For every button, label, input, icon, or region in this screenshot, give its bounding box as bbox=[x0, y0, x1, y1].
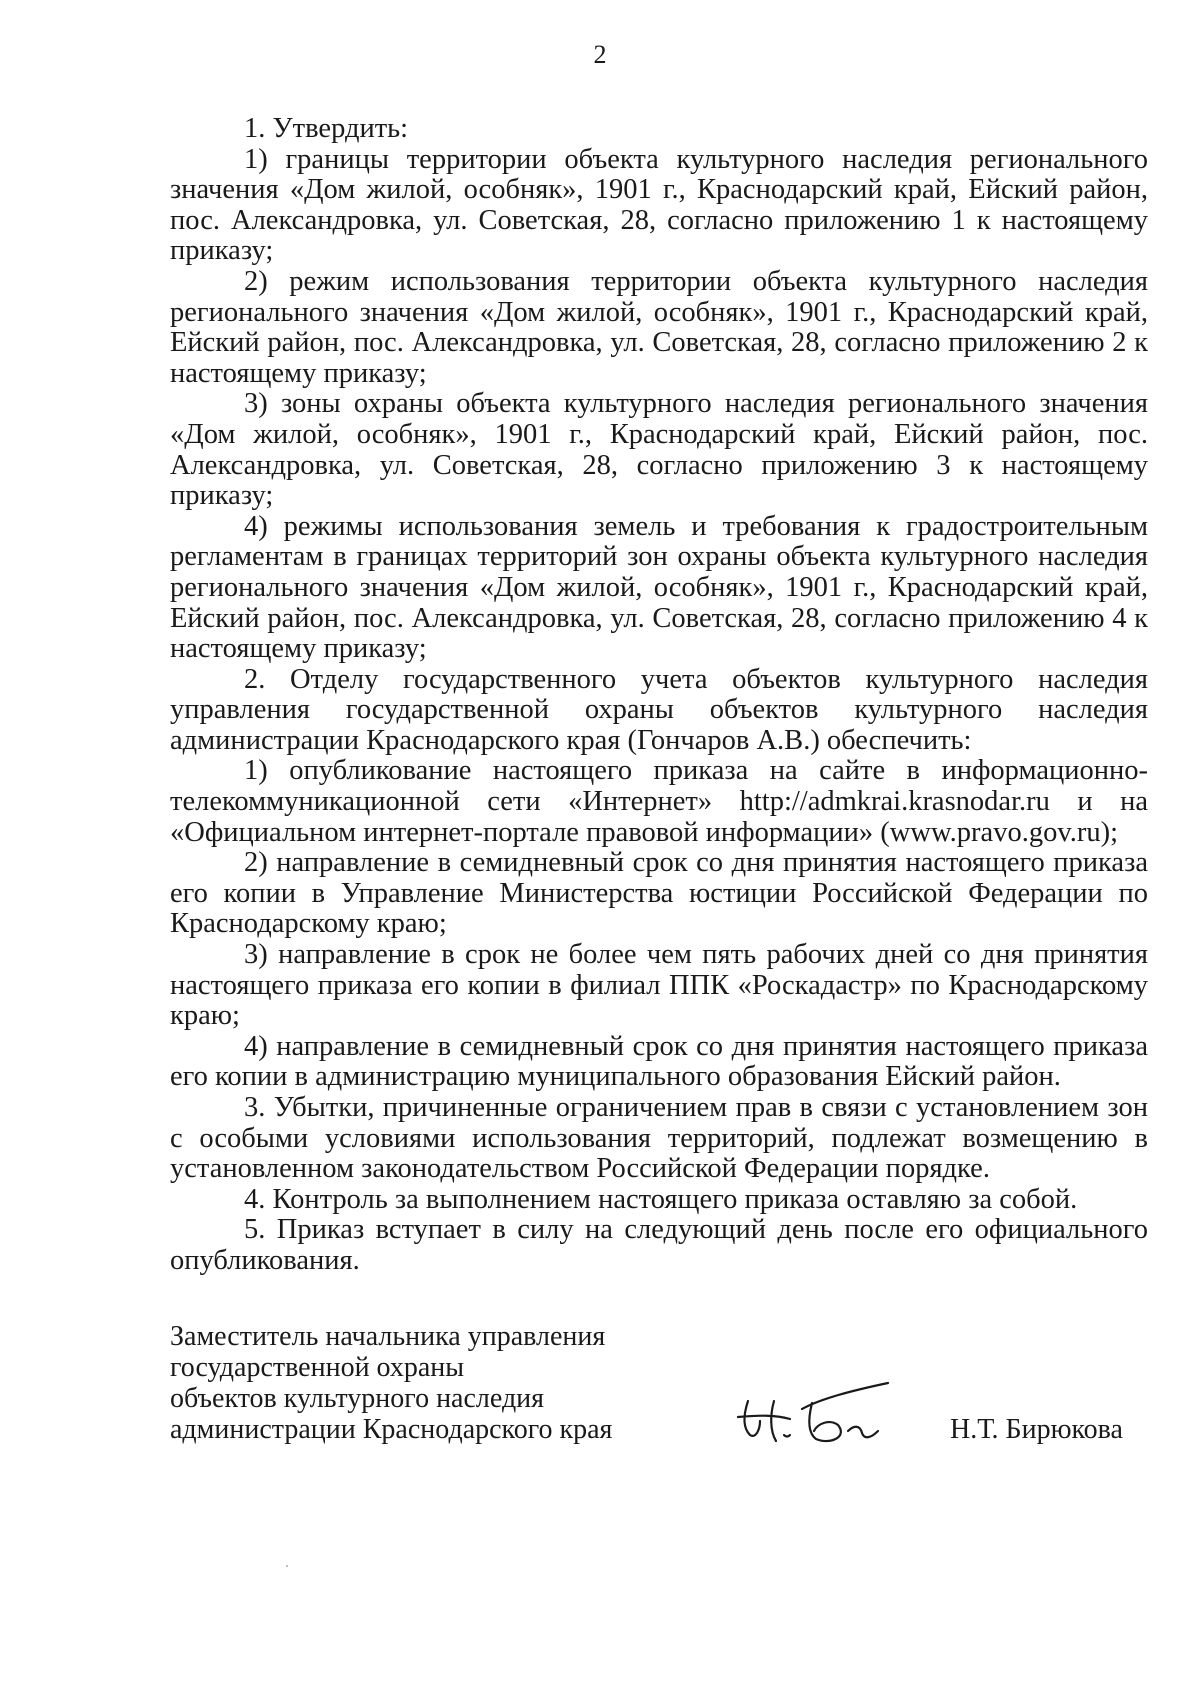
scan-artifact bbox=[286, 1565, 288, 1567]
page-number: 2 bbox=[593, 40, 607, 69]
paragraph-1-2: 2) режим использования территории объекта культурного наследия регионального значения «Дом жилой, особняк», 1901 г., Краснодарский край, Ейский район, пос. Александровка, ул. Советская, 28, согласно приложению 2 к настоящему приказу; bbox=[170, 265, 1148, 389]
paragraph-2-3: 3) направление в срок не более чем пять рабочих дней со дня принятия настоящего приказа его копии в филиал ППК «Роскадастр» по Краснодарскому краю; bbox=[170, 939, 1148, 1032]
signer-title-line: государственной охраны bbox=[170, 1352, 465, 1383]
signer-title-line: Заместитель начальника управления bbox=[170, 1321, 606, 1352]
paragraph-1: 1. Утвердить: bbox=[244, 113, 409, 144]
handwritten-signature bbox=[730, 1379, 900, 1459]
paragraph-1-3: 3) зоны охраны объекта культурного наследия регионального значения «Дом жилой, особняк», 1901 г., Краснодарский край, Ейский район, пос. Александровка, ул. Советская, 28, согласно приложению 3 к настоящему приказу; bbox=[170, 388, 1148, 512]
document-body bbox=[170, 114, 1148, 1277]
signature-block bbox=[170, 1321, 1148, 1445]
paragraph-2-1: 1) опубликование настоящего приказа на сайте в информационно-телекоммуникационной сети «Интернет» http://admkrai.krasnodar.ru и на «Официальном интернет-портале правовой информации» (www.pravo.gov.ru); bbox=[170, 755, 1148, 848]
paragraph-4: 4. Контроль за выполнением настоящего приказа оставляю за собой. bbox=[244, 1183, 1078, 1215]
paragraph-3: 3. Убытки, причиненные ограничением прав в связи с установлением зон с особыми условиями использования территорий, подлежат возмещению в установленном законодательством Российской Федерации порядке. bbox=[170, 1092, 1148, 1185]
signer-name: Н.Т. Бирюкова bbox=[950, 1414, 1123, 1445]
paragraph-1-1: 1) границы территории объекта культурного наследия регионального значения «Дом жилой, особняк», 1901 г., Краснодарский край, Ейский район, пос. Александровка, ул. Советская, 28, согласно приложению 1 к настоящему приказу; bbox=[170, 143, 1148, 267]
paragraph-5: 5. Приказ вступает в силу на следующий день после его официального опубликования. bbox=[170, 1214, 1148, 1276]
paragraph-2-4: 4) направление в семидневный срок со дня принятия настоящего приказа его копии в администрацию муниципального образования Ейский район. bbox=[170, 1030, 1148, 1093]
paragraph-2: 2. Отделу государственного учета объектов культурного наследия управления государственной охраны объектов культурного наследия администрации Краснодарского края (Гончаров А.В.) обеспечить: bbox=[170, 663, 1148, 756]
signer-title-line: объектов культурного наследия bbox=[170, 1383, 545, 1414]
signer-title-line: администрации Краснодарского края bbox=[170, 1414, 613, 1445]
paragraph-2-2: 2) направление в семидневный срок со дня принятия настоящего приказа его копии в Управление Министерства юстиции Российской Федерации по Краснодарскому краю; bbox=[170, 847, 1148, 940]
paragraph-1-4: 4) режимы использования земель и требования к градостроительным регламентам в границах территорий зон охраны объекта культурного наследия регионального значения «Дом жилой, особняк», 1901 г., Краснодарский край, Ейский район, пос. Александровка, ул. Советская, 28, согласно приложению 4 к настоящему приказу; bbox=[170, 510, 1148, 665]
